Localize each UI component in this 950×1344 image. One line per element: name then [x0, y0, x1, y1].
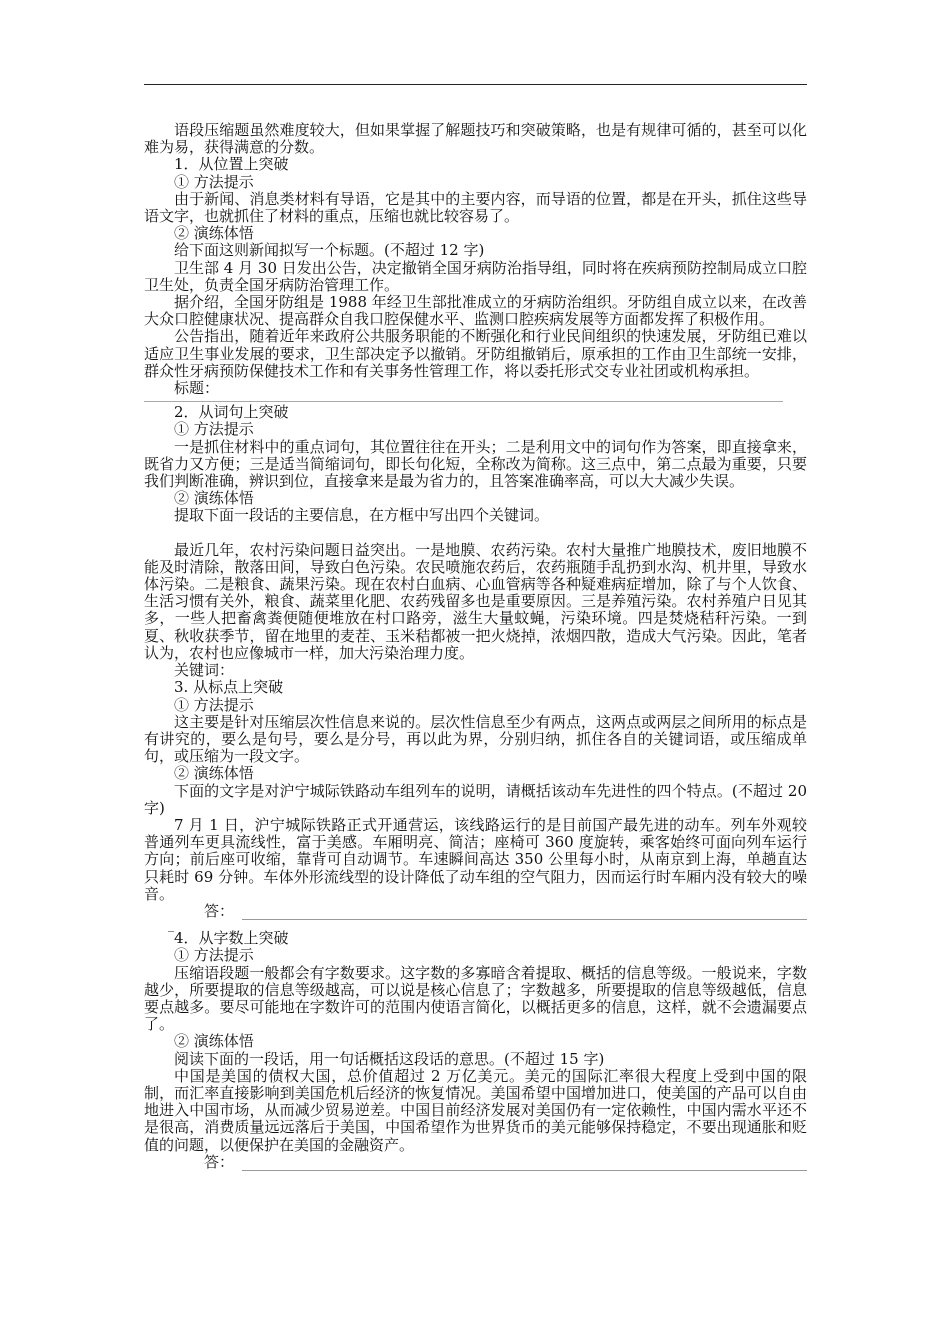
section-3-practice-label: ② 演练体悟 — [174, 764, 254, 783]
section-1-method-label: ① 方法提示 — [174, 172, 254, 191]
section-2-method-label: ① 方法提示 — [174, 420, 254, 439]
section-4-answer-row — [144, 1154, 807, 1171]
section-3-answer-line[interactable] — [242, 907, 807, 920]
section-3-task: 下面的文字是对沪宁城际铁路动车组列车的说明，请概括该动车先进性的四个特点。(不超过 20 字) — [144, 781, 807, 817]
section-1-answer-line[interactable] — [144, 401, 783, 402]
section-3-heading: 3. 从标点上突破 — [174, 678, 284, 697]
section-4-method: 压缩语段题一般都会有字数要求。这字数的多寡暗含着提取、概括的信息等级。一般说来，字数越少，所要提取的信息等级越高，可以说是核心信息了；字数越多，所要提取的信息等级越低，信息要点越多。要尽可能地在字数许可的范围内使语言简化，以概括更多的信息，这样，就不会遗漏要点了。 — [144, 963, 807, 1034]
section-2-blank-box-space — [144, 525, 807, 542]
section-1-task: 给下面这则新闻拟写一个标题。(不超过 12 字) — [174, 241, 485, 260]
header-rule — [144, 84, 807, 85]
section-1-method: 由于新闻、消息类材料有导语，它是其中的主要内容，而导语的位置，都是在开头，抓住这些导语文字，也就抓住了材料的重点，压缩也就比较容易了。 — [144, 189, 807, 226]
section-4-answer-label: 答： — [204, 1152, 235, 1171]
section-3-method: 这主要是针对压缩层次性信息来说的。层次性信息至少有两点，这两点或两层之间所用的标点是有讲究的，要么是句号，要么是分号，再以此为界，分别归纳，抓住各自的关键词语，或压缩成单句，或压缩为一段文字。 — [144, 712, 807, 766]
section-2-practice-label: ② 演练体悟 — [174, 489, 254, 508]
section-4-method-label: ① 方法提示 — [174, 946, 254, 965]
section-2-heading: 2．从词句上突破 — [174, 403, 289, 422]
intro-paragraph: 语段压缩题虽然难度较大，但如果掌握了解题技巧和突破策略，也是有规律可循的，甚至可以化难为易，获得满意的分数。 — [144, 121, 807, 157]
section-1-answer-label: 标题： — [174, 379, 220, 398]
section-1-practice-label: ② 演练体悟 — [174, 224, 254, 243]
section-4-heading: 4．从字数上突破 — [174, 929, 289, 948]
section-1-heading: 1．从位置上突破 — [174, 155, 289, 174]
section-2-task: 提取下面一段话的主要信息，在方框中写出四个关键词。 — [174, 506, 550, 525]
document-body — [144, 122, 807, 1171]
section-1-news-para-3: 公告指出，随着近年来政府公共服务职能的不断强化和行业民间组织的快速发展，牙防组已难以适应卫生事业发展的要求，卫生部决定予以撤销。牙防组撤销后，原承担的工作由卫生部统一安排，群众性牙病预防保健技术工作和有关事务性管理工作，将以委托形式交专业社团或机构承担。 — [144, 327, 807, 380]
section-4-practice-label: ② 演练体悟 — [174, 1032, 254, 1051]
section-3-passage: 7 月 1 日，沪宁城际铁路正式开通营运，该线路运行的是目前国产最先进的动车。列车外观较普通列车更具流线性，富于美感。车厢明亮、简洁；座椅可 360 度旋转，乘客始终可面向列车运行方向；前后座可收缩，靠背可自动调节。车速瞬间高达 350 公里每小时，从南京到上海，单趟直达只耗时 69 分钟。车体外形流线型的设计降低了动车组的空气阻力，因而运行时车厢内没有较大的噪音。 — [144, 815, 807, 903]
section-4-answer-line[interactable] — [242, 1158, 807, 1171]
section-3-method-label: ① 方法提示 — [174, 695, 254, 714]
section-4-passage: 中国是美国的债权大国，总价值超过 2 万亿美元。美元的国际汇率很大程度上受到中国的限制，而汇率直接影响到美国危机后经济的恢复情况。美国希望中国增加进口，使美国的产品可以自由地进入中国市场，从而减少贸易逆差。中国目前经济发展对美国仍有一定依赖性，中国内需水平还不是很高，消费质量远远落后于美国，中国希望作为世界货币的美元能够保持稳定，不要出现通胀和贬值的问题，以便保护在美国的金融资产。 — [144, 1066, 807, 1154]
section-2-answer-label: 关键词： — [174, 661, 235, 680]
section-3-answer-row — [144, 903, 807, 920]
section-1-news-para-2: 据介绍，全国牙防组是 1988 年经卫生部批准成立的牙病防治组织。牙防组自成立以来，在改善大众口腔健康状况、提高群众自我口腔保健水平、监测口腔疾病发展等方面都发挥了积极作用。 — [144, 293, 807, 329]
section-3-answer-label: 答： — [204, 901, 235, 920]
section-4-task: 阅读下面的一段话，用一句话概括这段话的意思。(不超过 15 字) — [174, 1049, 605, 1068]
section-2-method: 一是抓住材料中的重点词句，其位置往往在开头；二是利用文中的词句作为答案，即直接拿来，既省力又方便；三是适当简缩词句，即长句化短，全称改为简称。这三点中，第二点最为重要，只要我们判断准确，辨识到位，直接拿来是最为省力的，且答案准确率高，可以大大减少失误。 — [144, 437, 807, 491]
section-2-passage: 最近几年，农村污染问题日益突出。一是地膜、农药污染。农村大量推广地膜技术，废旧地膜不能及时清除，散落田间，导致白色污染。农民喷施农药后，农药瓶随手乱扔到水沟、机井里，导致水体污染。二是粮食、蔬果污染。现在农村白血病、心血管病等各种疑难病症增加，除了与个人饮食、生活习惯有关外，粮食、蔬菜里化肥、农药残留多也是重要原因。三是养殖污染。农村养殖户日见其多，一些人把畜禽粪便随便堆放在村口路旁，滋生大量蚊蝇，污染环境。四是焚烧秸秆污染。一到夏、秋收获季节，留在地里的麦茬、玉米秸都被一把火烧掉，浓烟四散，造成大气污染。因此，笔者认为，农村也应像城市一样，加大污染治理力度。 — [144, 540, 807, 662]
section-1-news-para-1: 卫生部 4 月 30 日发出公告，决定撤销全国牙病防治指导组，同时将在疾病预防控制局成立口腔卫生处，负责全国牙病防治管理工作。 — [144, 258, 807, 294]
section-3-answer-dash: _ — [168, 918, 174, 933]
